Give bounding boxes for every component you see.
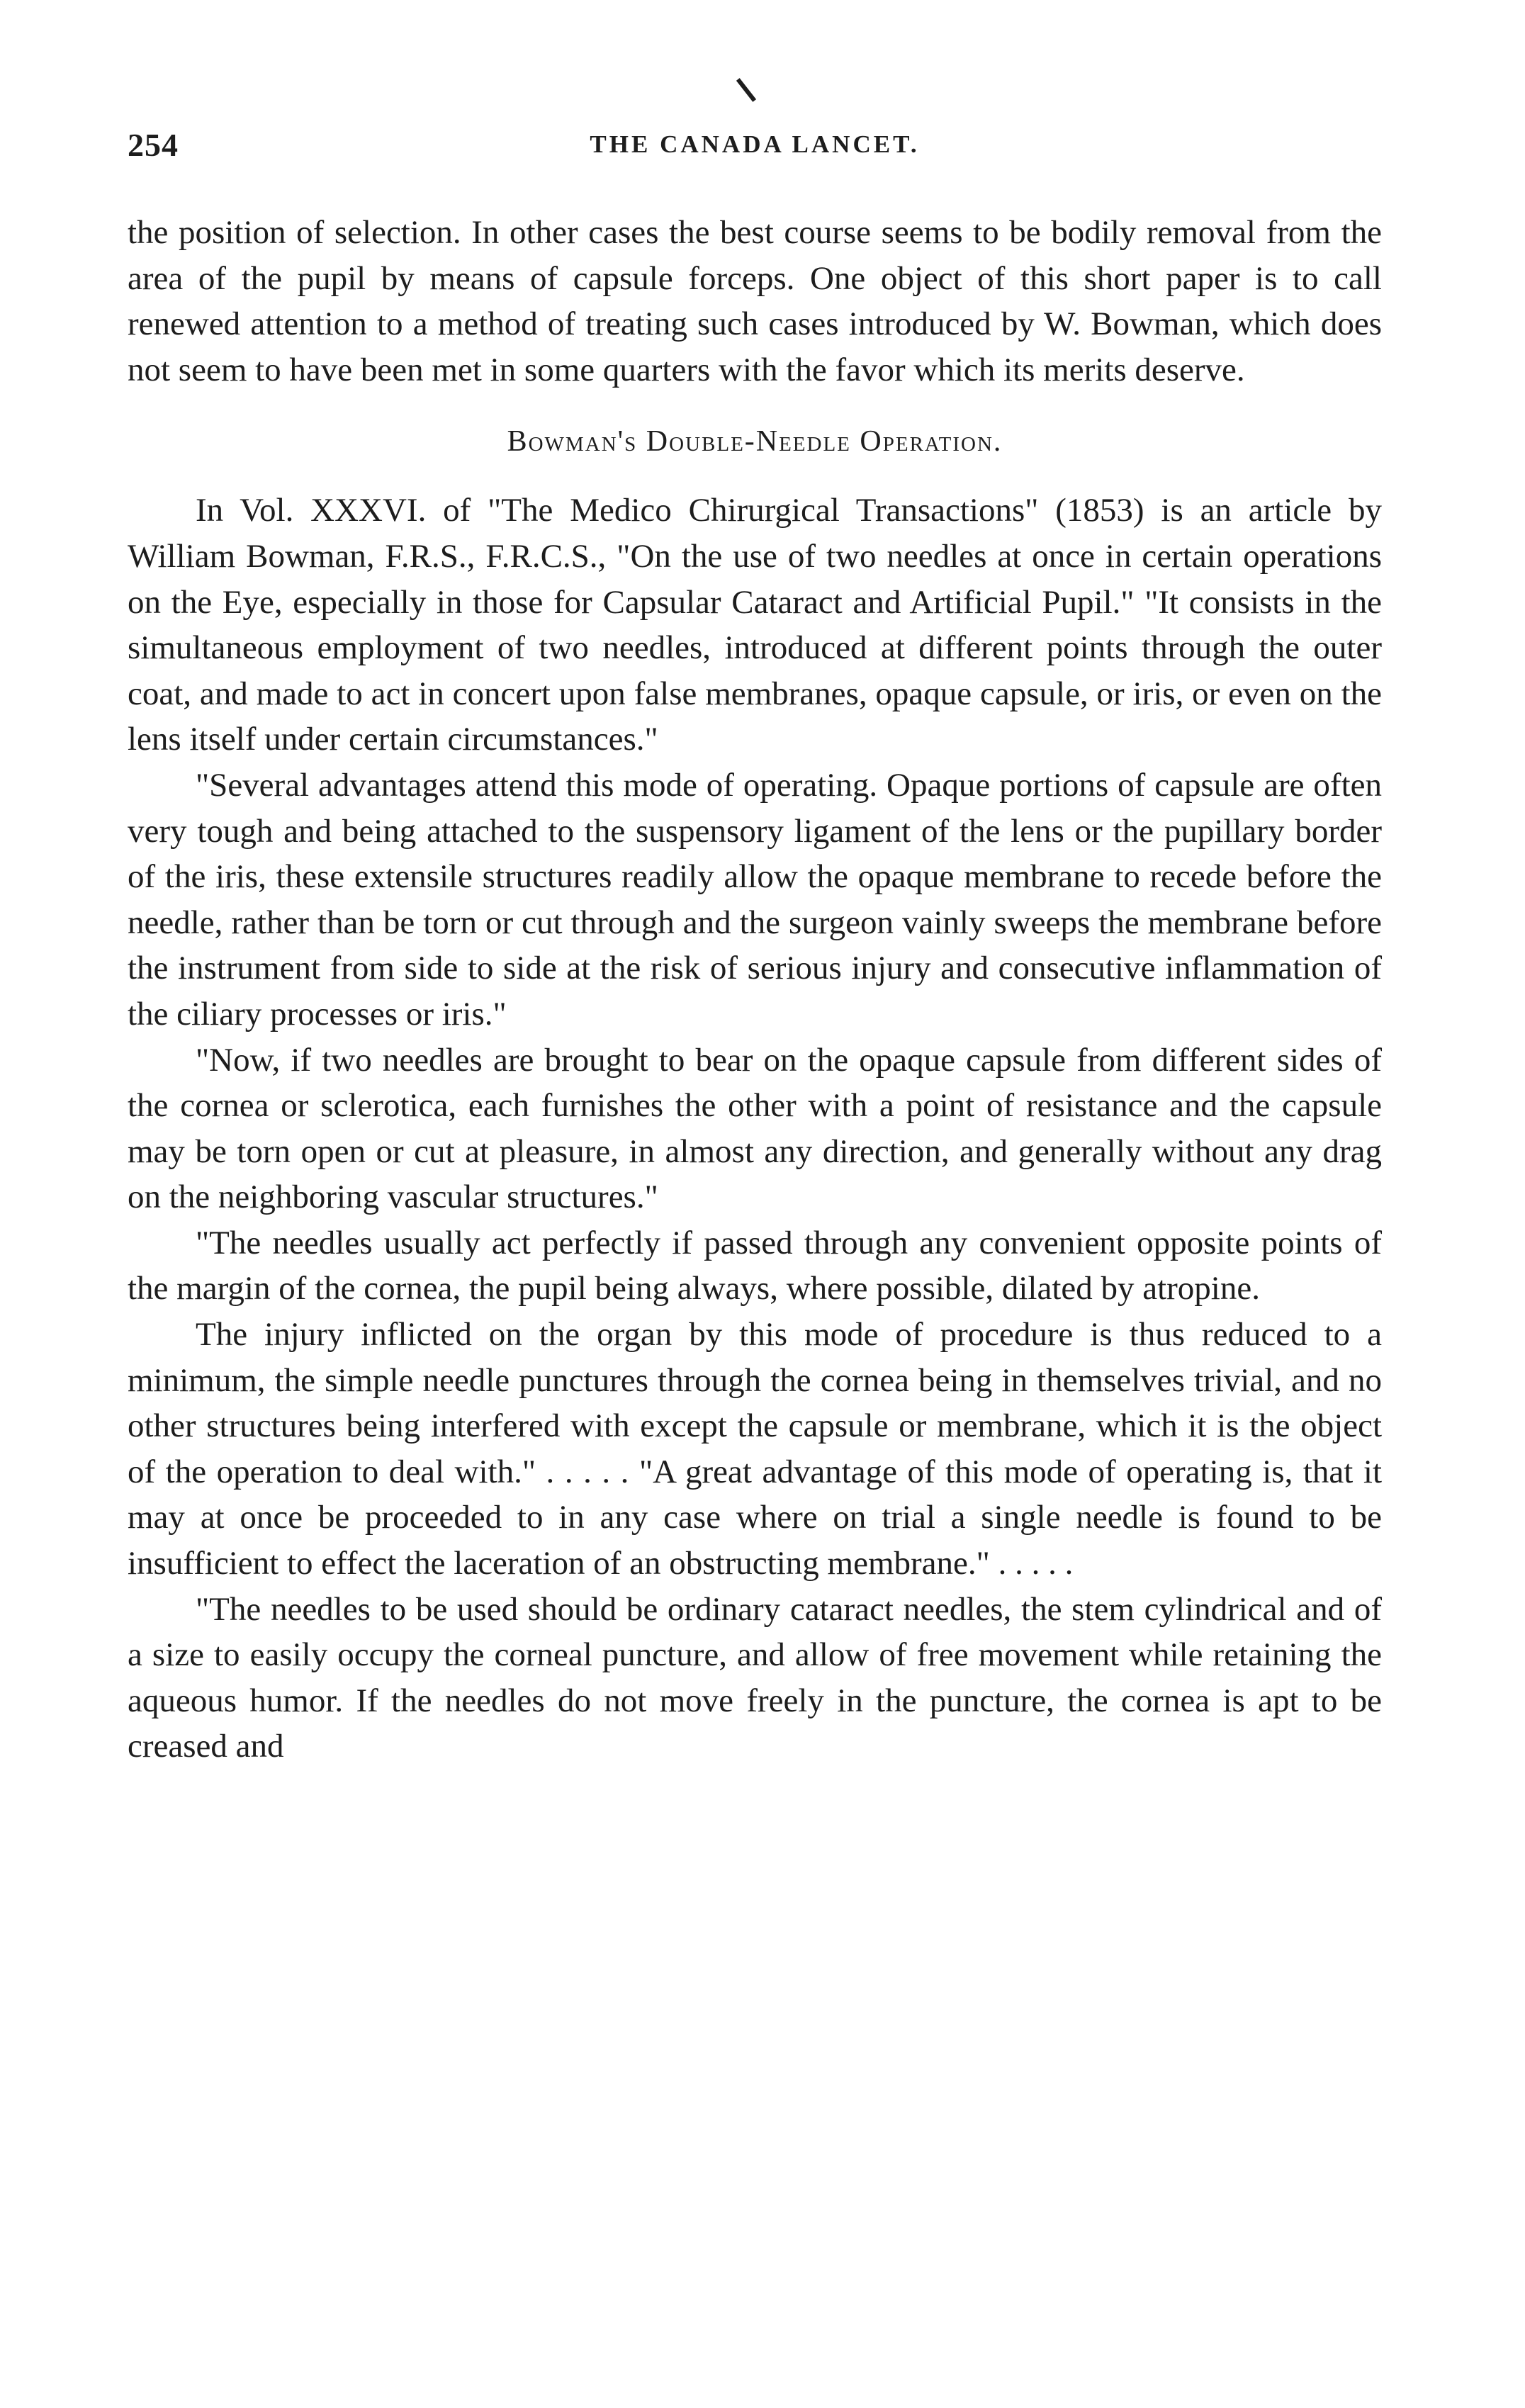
article-body	[128, 210, 1382, 1770]
page-header	[128, 126, 1382, 176]
section-heading: Bowman's Double-Needle Operation.	[507, 425, 1003, 458]
paragraph: "The needles to be used should be ordinary cataract needles, the stem cylindrical and of a size to easily occupy the corneal puncture, and allow of free movement while retaining the aqueous humor. If the needles do not move freely in the puncture, the cornea is apt to be creased and	[128, 1590, 1382, 1765]
paragraph: The injury inflicted on the organ by this mode of procedure is thus reduced to a minimum, the simple needle punctures through the cornea being in themselves trivial, and no other structures being interfered with except the capsule or membrane, which it is the object of the operation to deal with." . . . . . "A great advantage of this mode of operating is, that it may at once be proceeded to in any case where on trial a single needle is found to be insufficient to effect the laceration of an obstructing membrane." . . . . .	[128, 1316, 1382, 1582]
paragraph: "Several advantages attend this mode of operating. Opaque portions of capsule are often very tough and being attached to the suspensory ligament of the lens or the pupillary border of the iris, these extensile structures readily allow the opaque membrane to recede before the needle, rather than be torn or cut through and the surgeon vainly sweeps the membrane before the instrument from side to side at the risk of serious injury and consecutive inflammation of the ciliary processes or iris."	[128, 766, 1382, 1033]
running-title: THE CANADA LANCET.	[590, 130, 920, 158]
margin-mark	[736, 78, 756, 102]
paragraph: In Vol. XXXVI. of "The Medico Chirurgical Transactions" (1853) is an article by William Bowman, F.R.S., F.R.C.S., "On the use of two needles at once in certain operations on the Eye, especially in those for Capsular Cataract and Artificial Pupil." "It consists in the simultaneous employment of two needles, introduced at different points through the outer coat, and made to act in concert upon false membranes, opaque capsule, or iris, or even on the lens itself under certain circumstances."	[128, 492, 1382, 758]
page-number: 254	[128, 127, 179, 163]
paragraph: "The needles usually act perfectly if passed through any convenient opposite points of the margin of the cornea, the pupil being always, where possible, dilated by atropine.	[128, 1224, 1382, 1307]
paragraph: "Now, if two needles are brought to bear on the opaque capsule from different sides of the cornea or sclerotica, each furnishes the other with a point of resistance and the capsule may be torn open or cut at pleasure, in almost any direction, and generally without any drag on the neighboring vascular structures."	[128, 1041, 1382, 1216]
paragraph: the position of selection. In other cases the best course seems to be bodily removal from the area of the pupil by means of capsule forceps. One object of this short paper is to call renewed attention to a method of treating such cases introduced by W. Bowman, which does not seem to have been met in some quarters with the favor which its merits deserve.	[128, 214, 1382, 388]
